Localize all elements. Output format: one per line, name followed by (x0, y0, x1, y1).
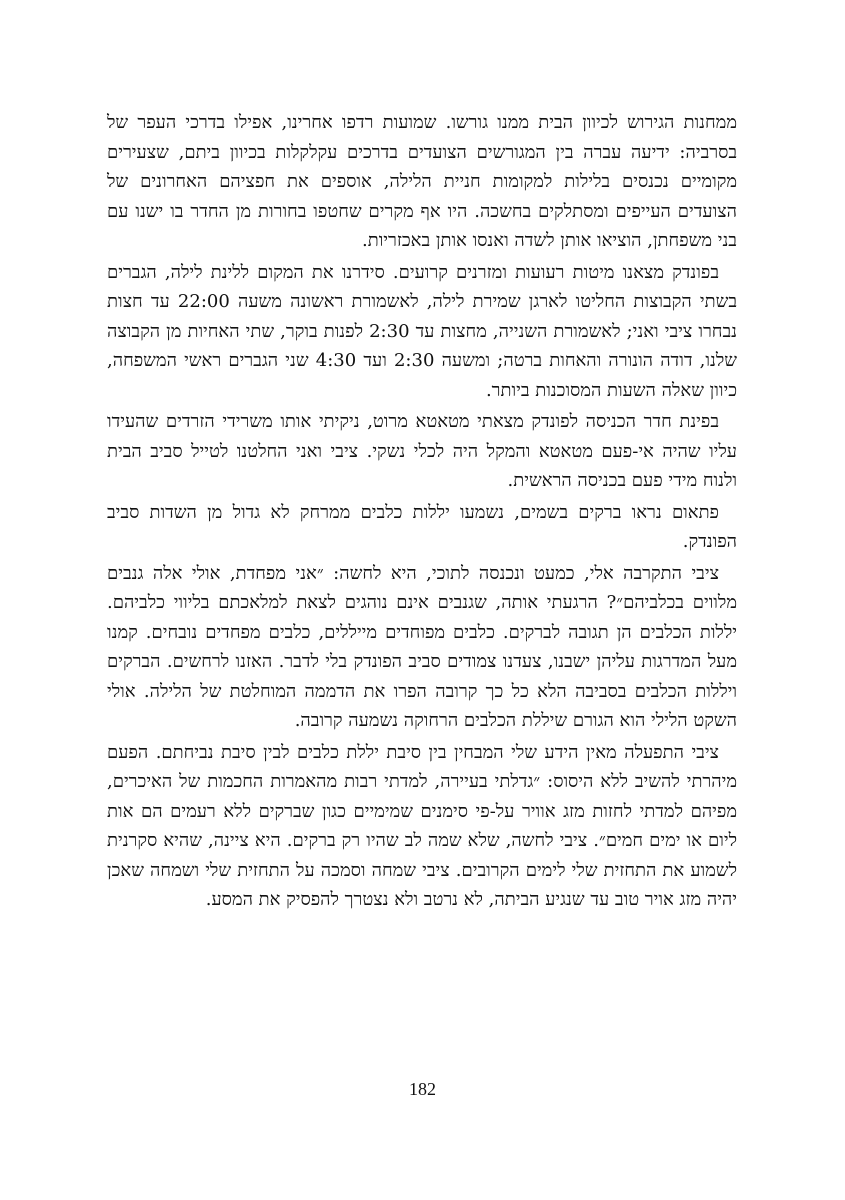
paragraph-5: ציבי התקרבה אלי, כמעט ונכנסה לתוכי, היא לחשה: ״אני מפחדת, אולי אלה גנבים מלווים בכלביהם״? הרגעתי אותה, שגנבים אינם נוהגים לצאת למלאכתם בליווי כלביהם. יללות הכלבים הן תגובה לברקים. כלבים מפוחדים מייללים, כלבים מפחדים נובחים. קמנו מעל המדרגות עליהן ישבנו, צעדנו צמודים סביב הפונדק בלי לדבר. האזנו לרחשים. הברקים ויללות הכלבים בסביבה הלא כל כך קרובה הפרו את הדממה המוחלטת של הלילה. אולי השקט הלילי הוא הגורם שיללת הכלבים הרחוקה נשמעה קרובה. (107, 562, 737, 731)
paragraph-3: בפינת חדר הכניסה לפונדק מצאתי מטאטא מרוט, ניקיתי אותו משרידי הזרדים שהעידו עליו שהיה אי-פעם מטאטא והמקל היה לכלי נשקי. ציבי ואני החלטנו לטייל סביב הבית ולנוח מידי פעם בכניסה הראשית. (107, 411, 737, 491)
paragraph-4: פתאום נראו ברקים בשמים, נשמעו יללות כלבים ממרחק לא גדול מן השדות סביב הפונדק. (107, 501, 737, 552)
document-body (107, 108, 737, 917)
paragraph-6: ציבי התפעלה מאין הידע שלי המבחין בין סיבת יללת כלבים לבין סיבת נביחתם. הפעם מיהרתי להשיב ללא היסוס: ״גדלתי בעיירה, למדתי רבות מהאמרות החכמות של האיכרים, מפיהם למדתי לחזות מזג אוויר על-פי סימנים שמימיים כגון שברקים ללא רעמים הם אות ליום או ימים חמים״. ציבי לחשה, שלא שמה לב שהיו רק ברקים. היא ציינה, שהיא סקרנית לשמוע את התחזית שלי לימים הקרובים. ציבי שמחה וסמכה על התחזית שלי ושמחה שאכן יהיה מזג אויר טוב עד שנגיע הביתה, לא נרטב ולא נצטרך להפסיק את המסע. (107, 741, 737, 910)
page-number: 182 (409, 1079, 436, 1099)
paragraph-2: בפונדק מצאנו מיטות רעועות ומזרנים קרועים. סידרנו את המקום ללינת לילה, הגברים בשתי הקבוצות החליטו לארגן שמירת לילה, לאשמורת ראשונה משעה 22:00 עד חצות נבחרו ציבי ואני; לאשמורת השנייה, מחצות עד 2:30 לפנות בוקר, שתי האחיות מן הקבוצה שלנו, דודה הונורה והאחות ברטה; ומשעה 2:30 ועד 4:30 שני הגברים ראשי המשפחה, כיוון שאלה השעות המסוכנות ביותר. (107, 261, 738, 401)
paragraph-1: ממחנות הגירוש לכיוון הבית ממנו גורשו. שמועות רדפו אחרינו, אפילו בדרכי העפר של בסרביה: ידיעה עברה בין המגורשים הצועדים בדרכים עקלקלות בכיוון ביתם, שצעירים מקומיים נכנסים בלילות למקומות חניית הלילה, אוספים את חפציהם האחרונים של הצועדים העייפים ומסתלקים בחשכה. היו אף מקרים שחטפו בחורות מן החדר בו ישנו עם בני משפחתן, הוציאו אותן לשדה ואנסו אותן באכזריות. (107, 112, 737, 251)
